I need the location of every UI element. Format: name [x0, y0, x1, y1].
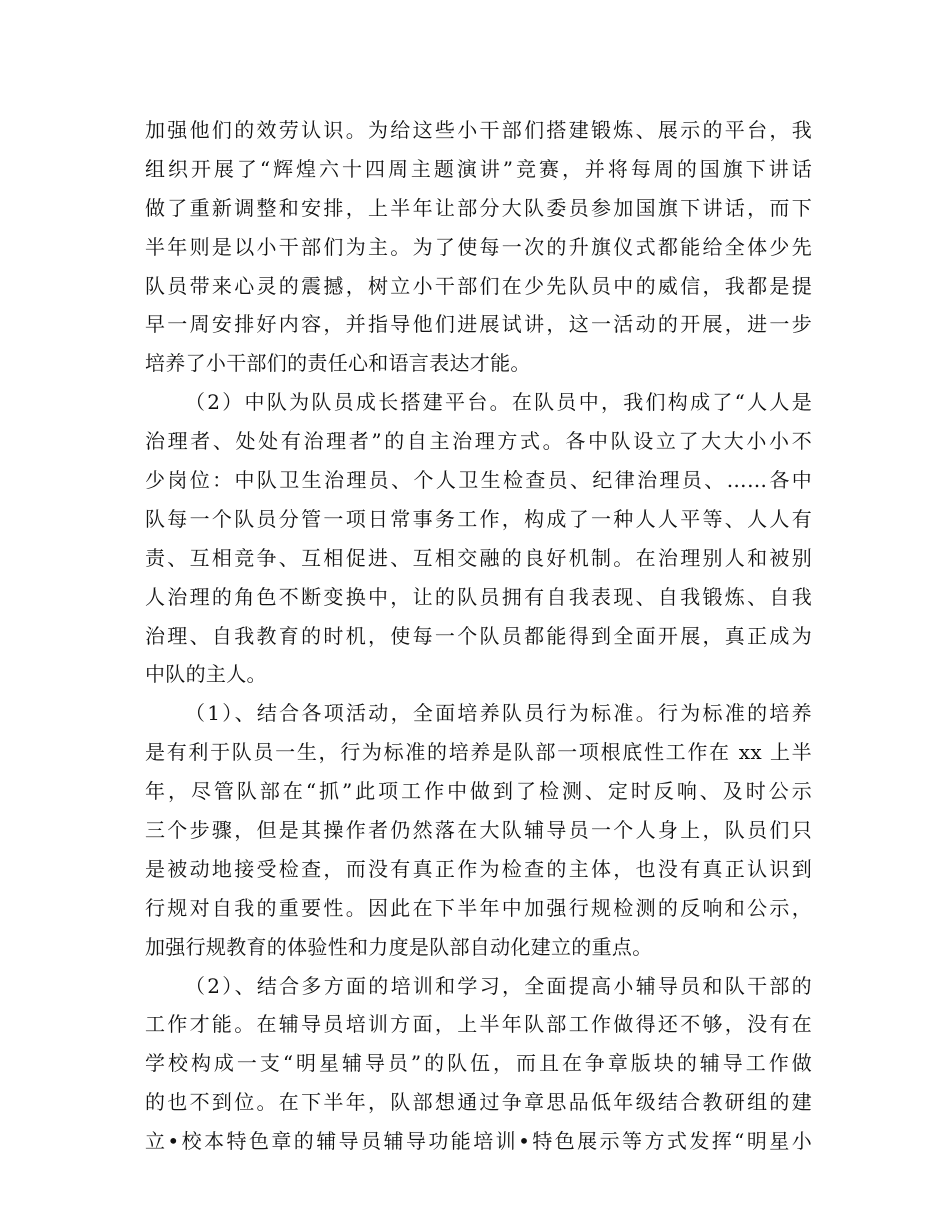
text-line: 责、互相竞争、互相促进、互相交融的良好机制。在治理别人和被别 — [145, 545, 812, 570]
paragraph-2 — [145, 383, 812, 694]
text-line: 治理、自我教育的时机，使每一个队员都能得到全面开展，真正成为 — [145, 623, 812, 648]
text-line: 是被动地接受检查，而没有真正作为检查的主体，也没有真正认识到 — [145, 856, 812, 881]
text-line: 行规对自我的重要性。因此在下半年中加强行规检测的反响和公示， — [145, 895, 812, 920]
text-line: 早一周安排好内容，并指导他们进展试讲，这一活动的开展，进一步 — [145, 312, 812, 337]
text-line: 三个步骤，但是其操作者仍然落在大队辅导员一个人身上，队员们只 — [145, 818, 812, 843]
text-line: （1）、结合各项活动，全面培养队员行为标准。行为标准的培养 — [185, 701, 812, 726]
text-line: 立•校本特色章的辅导员辅导功能培训•特色展示等方式发挥“明星小 — [145, 1129, 812, 1154]
text-line: 做了重新调整和安排，上半年让部分大队委员参加国旗下讲话，而下 — [145, 195, 812, 220]
text-line: 半年则是以小干部们为主。为了使每一次的升旗仪式都能给全体少先 — [145, 234, 812, 259]
paragraph-4 — [145, 967, 812, 1161]
text-line: 加强他们的效劳认识。为给这些小干部们搭建锻炼、展示的平台，我 — [145, 118, 812, 142]
text-line: 加强行规教育的体验性和力度是队部自动化建立的重点。 — [145, 934, 653, 959]
paragraph-1 — [145, 111, 812, 383]
text-line: 是有利于队员一生，行为标准的培养是队部一项根底性工作在 xx 上半 — [145, 740, 812, 765]
text-line: （2）中队为队员成长搭建平台。在队员中，我们构成了“人人是 — [185, 390, 812, 415]
text-line: 人治理的角色不断变换中，让的队员拥有自我表现、自我锻炼、自我 — [145, 584, 812, 609]
text-line: 培养了小干部们的责任心和语言表达才能。 — [145, 351, 531, 376]
document-body — [145, 111, 812, 1161]
paragraph-3 — [145, 694, 812, 966]
text-line: 队每一个队员分管一项日常事务工作，构成了一种人人平等、人人有 — [145, 506, 812, 531]
text-line: 学校构成一支“明星辅导员”的队伍，而且在争章版块的辅导工作做 — [145, 1051, 812, 1076]
text-line: 组织开展了“辉煌六十四周主题演讲”竞赛，并将每周的国旗下讲话 — [145, 156, 812, 181]
text-line: 中队的主人。 — [145, 662, 267, 687]
text-line: （2）、结合多方面的培训和学习，全面提高小辅导员和队干部的 — [185, 973, 812, 998]
text-line: 少岗位：中队卫生治理员、个人卫生检查员、纪律治理员、……各中 — [145, 468, 812, 493]
text-line: 队员带来心灵的震撼，树立小干部们在少先队员中的威信，我都是提 — [145, 273, 812, 298]
text-line: 的也不到位。在下半年，队部想通过争章思品低年级结合教研组的建 — [145, 1090, 812, 1115]
text-line: 年，尽管队部在“抓”此项工作中做到了检测、定时反响、及时公示 — [145, 779, 812, 804]
text-line: 工作才能。在辅导员培训方面，上半年队部工作做得还不够，没有在 — [145, 1012, 812, 1037]
text-line: 治理者、处处有治理者”的自主治理方式。各中队设立了大大小小不 — [145, 429, 812, 454]
